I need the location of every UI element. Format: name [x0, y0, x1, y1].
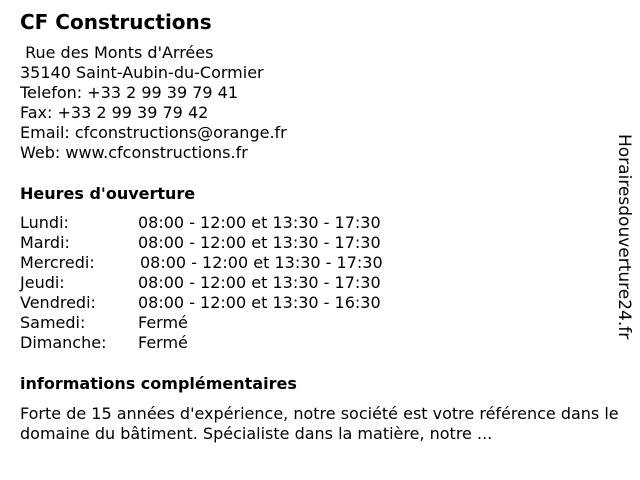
time-value: Fermé — [138, 333, 188, 352]
fax-number: Fax: +33 2 99 39 79 42 — [20, 103, 209, 122]
site-watermark: Horairesdouverture24.fr — [614, 134, 634, 340]
time-value: 08:00 - 12:00 et 13:30 - 17:30 — [138, 273, 381, 292]
day-label: Dimanche: — [20, 333, 107, 352]
day-label: Lundi: — [20, 213, 69, 232]
contact-block — [20, 43, 287, 163]
time-value: 08:00 - 12:00 et 13:30 - 17:30 — [138, 213, 381, 232]
address-street: Rue des Monts d'Arrées — [20, 43, 214, 62]
info-text: Forte de 15 années d'expérience, notre société est votre référence dans le domaine du bâtiment. Spécialiste dans la matière, notre ... — [20, 404, 619, 443]
time-value: 08:00 - 12:00 et 13:30 - 17:30 — [140, 253, 383, 272]
time-value: 08:00 - 12:00 et 13:30 - 16:30 — [138, 293, 381, 312]
company-name: CF Constructions — [20, 10, 212, 34]
hours-heading: Heures d'ouverture — [20, 184, 196, 203]
day-label: Mercredi: — [20, 253, 95, 272]
day-label: Samedi: — [20, 313, 86, 332]
info-heading: informations complémentaires — [20, 374, 297, 393]
email-address: Email: cfconstructions@orange.fr — [20, 123, 287, 142]
day-label: Jeudi: — [20, 273, 65, 292]
day-label: Vendredi: — [20, 293, 96, 312]
time-value: 08:00 - 12:00 et 13:30 - 17:30 — [138, 233, 381, 252]
time-value: Fermé — [138, 313, 188, 332]
address-city: 35140 Saint-Aubin-du-Cormier — [20, 63, 264, 82]
day-label: Mardi: — [20, 233, 70, 252]
phone-number: Telefon: +33 2 99 39 79 41 — [20, 83, 239, 102]
website-link: Web: www.cfconstructions.fr — [20, 143, 248, 162]
